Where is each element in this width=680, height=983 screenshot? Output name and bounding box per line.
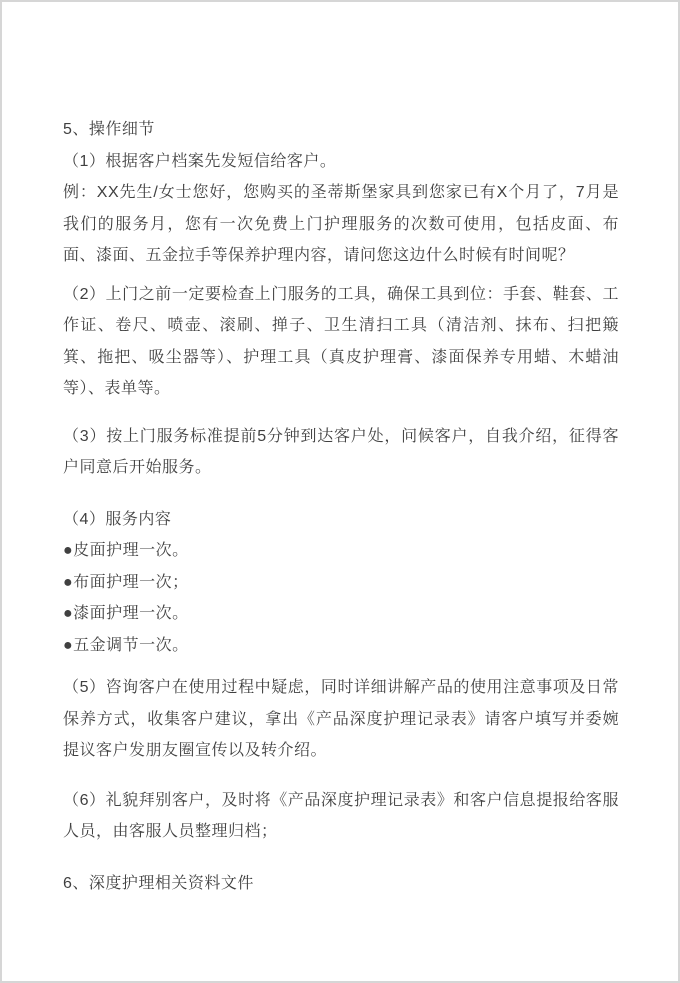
section-6-heading: 6、深度护理相关资料文件 [63,874,254,892]
item-2-paragraph: （2）上门之前一定要检查上门服务的工具，确保工具到位：手套、鞋套、工作证、卷尺、喷壶、滚刷、掸子、卫生清扫工具（清洁剂、抹布、扫把簸箕、拖把、吸尘器等）、护理工具（真皮护理膏、漆面保养专用蜡、木蜡油等）、表单等。 [63,285,619,397]
bullet-item-fabric-care: ●布面护理一次； [63,573,189,591]
service-bullet-list [63,535,619,661]
item-4-label: （4）服务内容 [63,510,172,528]
bullet-item-paint-care: ●漆面护理一次。 [63,605,189,622]
item-1-example-paragraph: 例：XX先生/女士您好，您购买的圣蒂斯堡家具到您家已有X个月了，7月是我们的服务月，您有一次免费上门护理服务的次数可使用，包括皮面、布面、漆面、五金拉手等保养护理内容，请问您这边什么时候有时间呢？ [63,184,619,264]
item-5-paragraph: （5）咨询客户在使用过程中疑虑，同时详细讲解产品的使用注意事项及日常保养方式，收集客户建议，拿出《产品深度护理记录表》请客户填写并委婉提议客户发朋友圈宣传以及转介绍。 [63,679,619,759]
bullet-item-leather-care: ●皮面护理一次。 [63,542,189,559]
section-5-heading: 5、操作细节 [63,121,155,138]
item-3-paragraph: （3）按上门服务标准提前5分钟到达客户处，问候客户，自我介绍，征得客户同意后开始服务。 [63,427,619,476]
bullet-item-hardware-adjust: ●五金调节一次。 [63,636,189,654]
item-1-label: （1）根据客户档案先发短信给客户。 [63,152,337,170]
item-6-paragraph: （6）礼貌拜别客户，及时将《产品深度护理记录表》和客户信息提报给客服人员，由客服人员整理归档； [63,791,619,840]
